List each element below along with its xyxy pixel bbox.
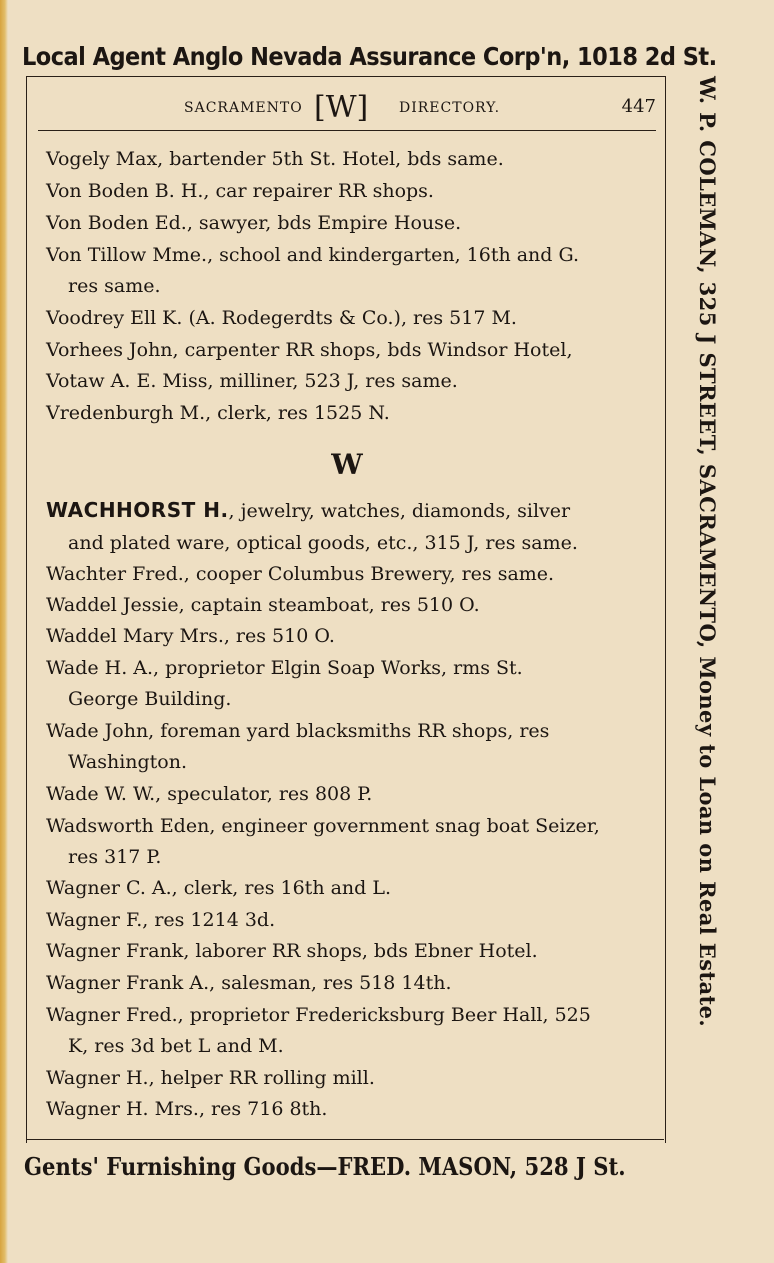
directory-entry: Vredenburgh M., clerk, res 1525 N. <box>46 402 390 424</box>
directory-entry: Wadsworth Eden, engineer government snag boat Seizer, <box>46 815 600 837</box>
directory-entry: Waddel Mary Mrs., res 510 O. <box>46 625 335 647</box>
directory-entry-continuation: K, res 3d bet L and M. <box>68 1035 284 1057</box>
featured-description: , jewelry, watches, diamonds, silver <box>228 500 571 522</box>
featured-name: WACHHORST H. <box>46 498 229 522</box>
directory-entry: Waddel Jessie, captain steamboat, res 510 O. <box>46 594 480 616</box>
running-head <box>38 92 656 128</box>
directory-entry: Von Boden B. H., car repairer RR shops. <box>46 180 434 202</box>
top-advertisement: Local Agent Anglo Nevada Assurance Corp'n, 1018 2d St. <box>22 42 717 71</box>
directory-entry: Votaw A. E. Miss, milliner, 523 J, res same. <box>46 370 458 392</box>
directory-entry-continuation: res 317 P. <box>68 846 162 868</box>
directory-entry-continuation: and plated ware, optical goods, etc., 315 J, res same. <box>68 532 578 554</box>
directory-entry: Wade W. W., speculator, res 808 P. <box>46 783 373 805</box>
bottom-rule <box>26 1139 664 1140</box>
directory-entry-continuation: George Building. <box>68 688 232 710</box>
running-head-city: SACRAMENTO <box>184 100 303 116</box>
bottom-advertisement: Gents' Furnishing Goods—FRED. MASON, 528 J St. <box>24 1152 626 1181</box>
running-head-directory: DIRECTORY. <box>399 100 501 116</box>
side-advertisement: W. P. COLEMAN, 325 J STREET, SACRAMENTO, Money to Loan on Real Estate. <box>695 76 720 1028</box>
directory-entry: Wagner Fred., proprietor Fredericksburg Beer Hall, 525 <box>46 1004 591 1026</box>
directory-entry: Wagner Frank, laborer RR shops, bds Ebner Hotel. <box>46 940 538 962</box>
directory-entry: Wagner H. Mrs., res 716 8th. <box>46 1098 328 1120</box>
directory-entry-featured <box>46 499 652 522</box>
header-rule <box>38 130 656 131</box>
directory-entry: Vorhees John, carpenter RR shops, bds Windsor Hotel, <box>46 339 573 361</box>
directory-entry: Von Boden Ed., sawyer, bds Empire House. <box>46 212 462 234</box>
directory-entry: Wade John, foreman yard blacksmiths RR shops, res <box>46 720 550 742</box>
directory-entry: Wagner C. A., clerk, res 16th and L. <box>46 877 392 899</box>
directory-entry: Wade H. A., proprietor Elgin Soap Works, rms St. <box>46 657 523 679</box>
directory-entry-continuation: Washington. <box>68 751 188 773</box>
running-head-letter: [W] <box>314 90 369 125</box>
section-letter-heading: W <box>331 448 363 481</box>
directory-entry: Von Tillow Mme., school and kindergarten, 16th and G. <box>46 244 580 266</box>
directory-entry: Wagner H., helper RR rolling mill. <box>46 1067 375 1089</box>
directory-entry: Wachter Fred., cooper Columbus Brewery, res same. <box>46 563 555 585</box>
directory-entry: Wagner F., res 1214 3d. <box>46 909 276 931</box>
directory-entry: Wagner Frank A., salesman, res 518 14th. <box>46 972 452 994</box>
directory-entry: Vogely Max, bartender 5th St. Hotel, bds same. <box>46 148 504 170</box>
page-edge <box>0 0 8 1263</box>
directory-entry: Voodrey Ell K. (A. Rodegerdts & Co.), res 517 M. <box>46 307 517 329</box>
page-number: 447 <box>621 96 656 117</box>
directory-entry-continuation: res same. <box>68 275 161 297</box>
